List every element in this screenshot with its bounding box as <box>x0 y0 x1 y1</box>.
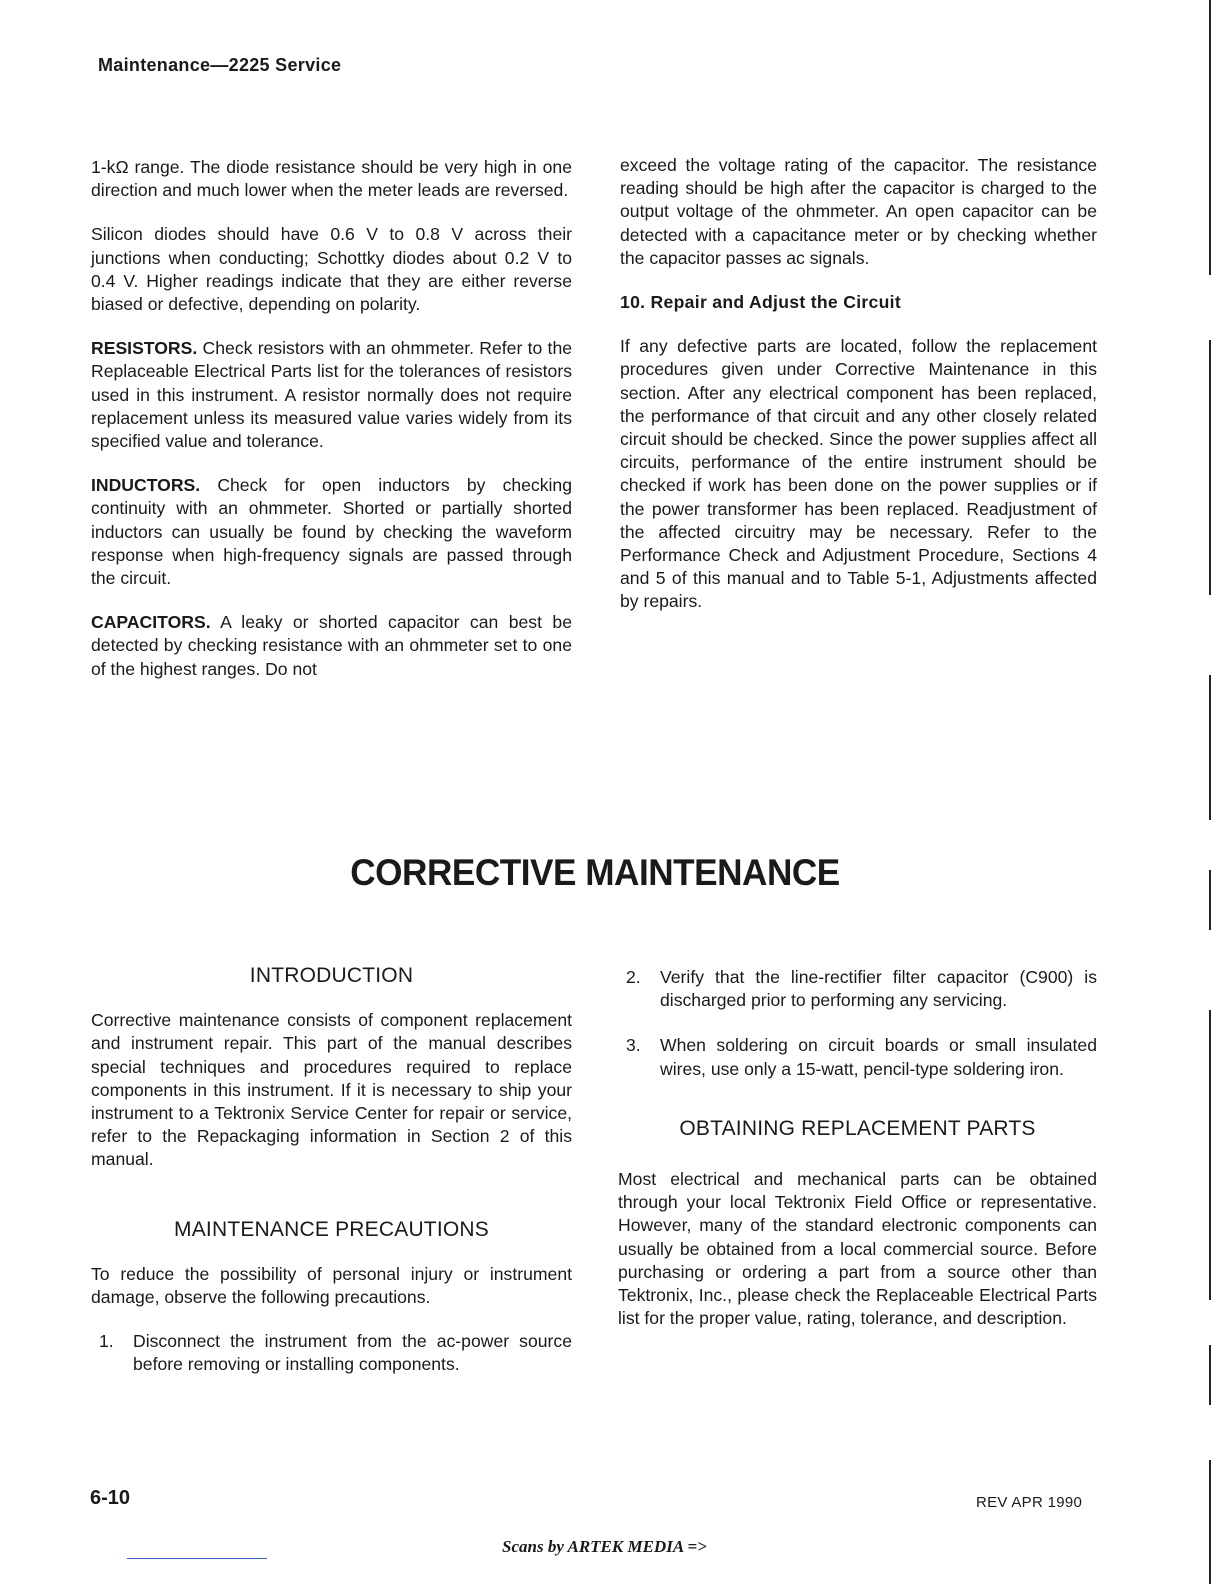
scan-edge-line <box>1209 340 1211 595</box>
left-column-top <box>91 156 572 702</box>
right-column-top <box>620 154 1097 635</box>
resistors-paragraph <box>91 337 572 453</box>
scan-edge-line <box>1209 870 1211 930</box>
precautions-paragraph: To reduce the possibility of personal injury or instrument damage, observe the following precautions. <box>91 1263 572 1308</box>
introduction-heading: INTRODUCTION <box>249 964 414 987</box>
inductors-lead: INDUCTORS. <box>91 475 201 496</box>
scan-edge-line <box>1209 1345 1211 1405</box>
list-item <box>618 1034 1097 1080</box>
repair-adjust-paragraph: If any defective parts are located, follow the replacement procedures given under Corrective Maintenance in this section. After any electrical component has been replaced, the performance of that circuit and any other closely related circuit should be checked. Since the power supplies affect all circuits, performance of the entire instrument should be checked if work has been done on the power supplies or if the power transformer has been replaced. Readjustment of the affected circuitry may be necessary. Refer to the Performance Check and Adjustment Procedure, Sections 4 and 5 of this manual and to Table 5-1, Adjustments affected by repairs. <box>620 336 1097 612</box>
list-item-text: When soldering on circuit boards or small insulated wires, use only a 15-watt, pencil-type soldering iron. <box>660 1035 1097 1079</box>
scan-edge-line <box>1209 1460 1211 1584</box>
page-number: 6-10 <box>90 1487 131 1509</box>
list-item-text: Verify that the line-rectifier filter capacitor (C900) is discharged prior to performing any servicing. <box>660 967 1097 1011</box>
capacitors-lead: CAPACITORS. <box>91 612 211 633</box>
silicon-diodes-paragraph: Silicon diodes should have 0.6 V to 0.8 V across their junctions when conducting; Schottky diodes about 0.2 V to 0.4 V. Higher readings indicate that they are either reverse biased or defective, depending on polarity. <box>91 224 572 315</box>
capacitors-paragraph <box>91 611 572 681</box>
replacement-parts-paragraph: Most electrical and mechanical parts can be obtained through your local Tektronix Field Office or representative. However, many of the standard electronic components can usually be obtained from a local commercial source. Before purchasing or ordering a part from a source other than Tektronix, Inc., please check the Replaceable Electrical Parts list for the proper value, rating, tolerance, and description. <box>618 1169 1097 1329</box>
precautions-heading: MAINTENANCE PRECAUTIONS <box>174 1217 489 1241</box>
list-item <box>618 966 1097 1012</box>
section-title: CORRECTIVE MAINTENANCE <box>350 852 840 893</box>
precautions-list <box>91 1330 572 1376</box>
list-item-text: Disconnect the instrument from the ac-power source before removing or installing components. <box>133 1331 572 1375</box>
resistors-lead: RESISTORS. <box>91 338 198 359</box>
precautions-list-continued <box>618 966 1097 1081</box>
running-header: Maintenance—2225 Service <box>98 55 342 75</box>
inductors-paragraph <box>91 474 572 590</box>
list-item-number: 1. <box>99 1331 114 1352</box>
scans-credit: Scans by ARTEK MEDIA => <box>502 1537 707 1556</box>
capacitors-text: A leaky or shorted capacitor can best be detected by checking resistance with an ohmmeter set to one of the highest ranges. Do not <box>91 612 572 679</box>
revision-date: REV APR 1990 <box>976 1494 1083 1511</box>
repair-adjust-heading: 10. Repair and Adjust the Circuit <box>620 292 902 313</box>
inductors-text: Check for open inductors by checking continuity with an ohmmeter. Shorted or partially shorted inductors can usually be found by checking the waveform response when high-frequency signals are passed through the circuit. <box>91 475 573 589</box>
scan-edge-line <box>1209 675 1211 820</box>
right-column-bottom <box>618 966 1097 1351</box>
link-underline <box>127 1558 267 1559</box>
list-item-number: 2. <box>626 967 641 987</box>
replacement-parts-heading: OBTAINING REPLACEMENT PARTS <box>679 1116 1036 1140</box>
scan-edge-line <box>1209 0 1211 275</box>
list-item <box>91 1330 572 1376</box>
scan-edge-line <box>1209 1010 1211 1300</box>
diode-range-paragraph: 1-kΩ range. The diode resistance should be very high in one direction and much lower when the meter leads are reversed. <box>91 157 572 201</box>
introduction-paragraph: Corrective maintenance consists of component replacement and instrument repair. This part of the manual describes special techniques and procedures required to replace components in this instrument. If it is necessary to ship your instrument to a Tektronix Service Center for repair or service, refer to the Repackaging information in Section 2 of this manual. <box>91 1010 572 1170</box>
capacitor-continued-paragraph: exceed the voltage rating of the capacitor. The resistance reading should be high after the capacitor is charged to the output voltage of the ohmmeter. An open capacitor can be detected with a capacitance meter or by checking whether the capacitor passes ac signals. <box>620 155 1097 268</box>
left-column-bottom <box>91 964 572 1399</box>
list-item-number: 3. <box>626 1035 641 1056</box>
resistors-text: Check resistors with an ohmmeter. Refer to the Replaceable Electrical Parts list for the tolerances of resistors used in this instrument. A resistor normally does not require replacement unless its measured value varies widely from its specified value and tolerance. <box>91 338 573 452</box>
